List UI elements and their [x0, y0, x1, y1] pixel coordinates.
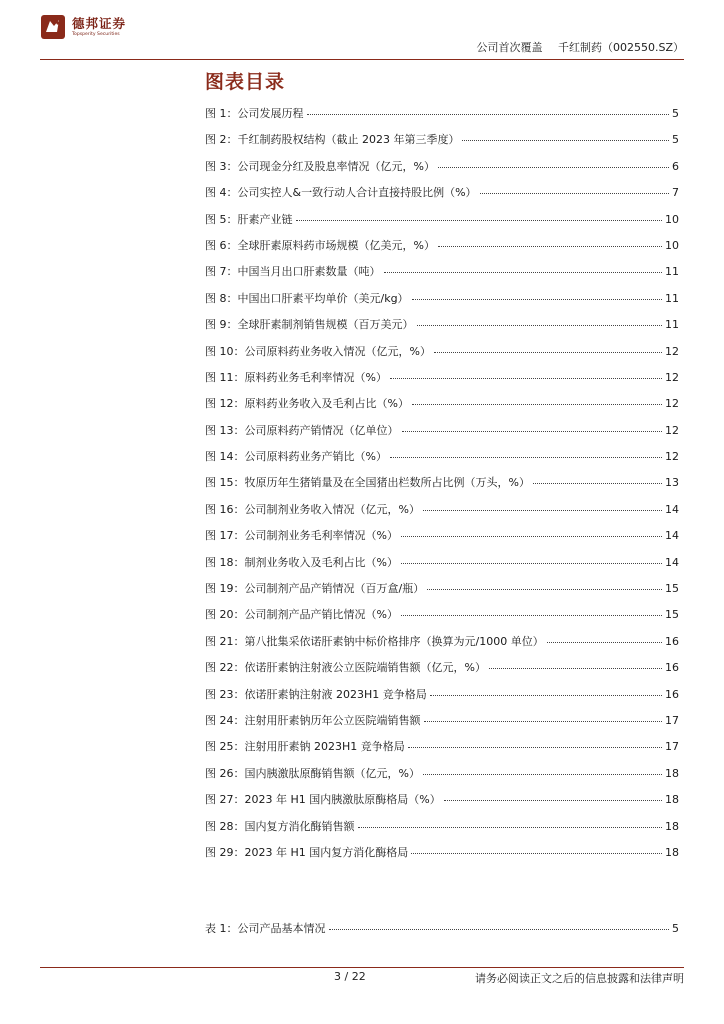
toc-entry-page: 16 [665, 634, 679, 648]
toc-entry[interactable] [205, 343, 679, 369]
toc-entry-page: 18 [665, 819, 679, 833]
toc-entry-label: 图 15：牧原历年生猪销量及在全国猪出栏数所占比例（万头，%） [205, 476, 530, 490]
toc-entry-page: 12 [665, 450, 679, 464]
toc-entry-label: 图 20：公司制剂产品产销比情况（%） [205, 608, 398, 622]
toc-dot-leader [401, 562, 662, 564]
toc-entry[interactable] [205, 791, 679, 817]
toc-entry[interactable] [205, 633, 679, 659]
toc-entry-label: 图 4：公司实控人&一致行动人合计直接持股比例（%） [205, 186, 477, 200]
toc-entry-label: 图 27：2023 年 H1 国内胰激肽原酶格局（%） [205, 793, 441, 807]
toc-entry-page: 18 [665, 793, 679, 807]
toc-dot-leader [424, 720, 663, 722]
toc-entry-label: 图 25：注射用肝素钠 2023H1 竞争格局 [205, 740, 405, 754]
toc-entry-page: 11 [665, 265, 679, 279]
toc-entry[interactable] [205, 738, 679, 764]
toc-entry[interactable] [205, 316, 679, 342]
toc-entry[interactable] [205, 448, 679, 474]
toc-entry-page: 10 [665, 212, 679, 226]
toc-entry-page: 11 [665, 318, 679, 332]
toc-entry-label: 图 8：中国出口肝素平均单价（美元/kg） [205, 291, 409, 305]
toc-entry[interactable] [205, 184, 679, 210]
toc-entry-label: 图 22：依诺肝素钠注射液公立医院端销售额（亿元，%） [205, 661, 486, 675]
toc-entry-label: 图 28：国内复方消化酶销售额 [205, 819, 355, 833]
toc-dot-leader [411, 852, 662, 854]
toc-entry-label: 表 1：公司产品基本情况 [205, 922, 326, 935]
toc-entry[interactable] [205, 422, 679, 448]
toc-entry[interactable] [205, 105, 679, 131]
toc-dot-leader [423, 773, 662, 775]
logo-mark-icon [40, 14, 66, 40]
toc-entry-label: 图 10：公司原料药业务收入情况（亿元，%） [205, 344, 431, 358]
toc-entry-page: 16 [665, 661, 679, 675]
toc-entry[interactable] [205, 263, 679, 289]
toc-dot-leader [423, 509, 662, 511]
toc-entry[interactable] [205, 501, 679, 527]
toc-dot-leader [438, 245, 662, 247]
toc-entry-label: 图 11：原料药业务毛利率情况（%） [205, 370, 387, 384]
toc-entry-label: 图 9：全球肝素制剂销售规模（百万美元） [205, 318, 414, 332]
logo-name-cn: 德邦证券 [72, 15, 127, 31]
toc-dot-leader [489, 667, 662, 669]
toc-entry-page: 5 [672, 133, 679, 147]
toc-dot-leader [444, 799, 662, 801]
toc-entry-label: 图 29：2023 年 H1 国内复方消化酶格局 [205, 845, 409, 859]
toc-title: 图表目录 [205, 71, 286, 93]
toc-entry-page: 18 [665, 766, 679, 780]
toc-entry-page: 17 [665, 740, 679, 754]
toc-entry-label: 图 18：制剂业务收入及毛利占比（%） [205, 555, 398, 569]
toc-entry-page: 12 [665, 397, 679, 411]
page-header [40, 12, 684, 58]
toc-dot-leader [296, 219, 663, 221]
figure-list [205, 105, 679, 870]
toc-dot-leader [390, 377, 662, 379]
toc-dot-leader [401, 614, 662, 616]
toc-entry[interactable] [205, 554, 679, 580]
toc-dot-leader [408, 746, 662, 748]
toc-entry[interactable] [205, 580, 679, 606]
toc-entry-label: 图 13：公司原料药产销情况（亿单位） [205, 423, 399, 437]
toc-entry[interactable] [205, 237, 679, 263]
toc-dot-leader [417, 324, 663, 326]
toc-dot-leader [438, 166, 669, 168]
toc-entry-label: 图 2：千红制药股权结构（截止 2023 年第三季度） [205, 133, 460, 147]
toc-entry[interactable] [205, 474, 679, 500]
toc-entry-page: 15 [665, 582, 679, 596]
toc-entry[interactable] [205, 818, 679, 844]
toc-dot-leader [434, 351, 662, 353]
toc-entry[interactable] [205, 686, 679, 712]
toc-entry-page: 6 [672, 159, 679, 173]
toc-entry-page: 15 [665, 608, 679, 622]
toc-dot-leader [329, 928, 670, 930]
toc-entry-page: 12 [665, 370, 679, 384]
toc-dot-leader [402, 430, 663, 432]
toc-entry-label: 图 21：第八批集采依诺肝素钠中标价格排序（换算为元/1000 单位） [205, 634, 544, 648]
toc-dot-leader [430, 694, 662, 696]
toc-entry-label: 图 16：公司制剂业务收入情况（亿元，%） [205, 502, 420, 516]
toc-entry[interactable] [205, 527, 679, 553]
table-list [205, 920, 679, 946]
toc-dot-leader [547, 641, 662, 643]
toc-entry-page: 14 [665, 529, 679, 543]
toc-entry-label: 图 7：中国当月出口肝素数量（吨） [205, 265, 381, 279]
toc-entry-label: 图 1：公司发展历程 [205, 107, 304, 120]
toc-entry-label: 图 17：公司制剂业务毛利率情况（%） [205, 529, 398, 543]
toc-entry-label: 图 23：依诺肝素钠注射液 2023H1 竞争格局 [205, 687, 427, 701]
toc-entry[interactable] [205, 920, 679, 946]
toc-dot-leader [533, 482, 662, 484]
logo-name-en: Topsperity Securities [72, 31, 120, 37]
toc-entry-page: 14 [665, 555, 679, 569]
toc-entry-page: 12 [665, 344, 679, 358]
page-number: 3 / 22 [334, 970, 366, 983]
toc-entry-page: 16 [665, 687, 679, 701]
toc-entry-page: 13 [665, 476, 679, 490]
toc-entry[interactable] [205, 158, 679, 184]
toc-entry-page: 10 [665, 238, 679, 252]
toc-dot-leader [412, 298, 662, 300]
toc-entry-label: 图 26：国内胰激肽原酶销售额（亿元，%） [205, 766, 420, 780]
toc-entry[interactable] [205, 211, 679, 237]
toc-entry[interactable] [205, 369, 679, 395]
toc-entry[interactable] [205, 395, 679, 421]
toc-entry-label: 图 19：公司制剂产品产销情况（百万盒/瓶） [205, 582, 425, 596]
toc-dot-leader [384, 271, 663, 273]
company-name: 千红制药（002550.SZ） [557, 41, 684, 54]
toc-dot-leader [480, 192, 669, 194]
toc-dot-leader [412, 403, 662, 405]
toc-entry-page: 14 [665, 502, 679, 516]
toc-entry-label: 图 24：注射用肝素钠历年公立医院端销售额 [205, 713, 421, 727]
toc-dot-leader [307, 113, 670, 115]
toc-entry-label: 图 6：全球肝素原料药市场规模（亿美元，%） [205, 238, 435, 252]
report-type: 公司首次覆盖 [476, 41, 543, 54]
legal-disclaimer: 请务必阅读正文之后的信息披露和法律声明 [475, 972, 684, 985]
toc-dot-leader [427, 588, 662, 590]
toc-entry-page: 12 [665, 423, 679, 437]
footer-divider [40, 967, 684, 968]
company-logo [40, 14, 126, 40]
toc-entry[interactable] [205, 659, 679, 685]
report-info [464, 39, 684, 55]
toc-dot-leader [401, 535, 662, 537]
toc-entry-page: 5 [672, 922, 679, 935]
toc-entry[interactable] [205, 290, 679, 316]
header-divider [40, 59, 684, 60]
toc-entry-page: 18 [665, 845, 679, 859]
toc-dot-leader [462, 139, 669, 141]
toc-entry-label: 图 5：肝素产业链 [205, 212, 293, 226]
toc-entry-page: 17 [665, 713, 679, 727]
toc-entry-page: 7 [672, 186, 679, 200]
toc-entry-label: 图 3：公司现金分红及股息率情况（亿元，%） [205, 159, 435, 173]
toc-entry-label: 图 12：原料药业务收入及毛利占比（%） [205, 397, 409, 411]
toc-dot-leader [390, 456, 662, 458]
toc-entry[interactable] [205, 712, 679, 738]
toc-entry[interactable] [205, 606, 679, 632]
toc-entry[interactable] [205, 765, 679, 791]
toc-dot-leader [358, 826, 663, 828]
toc-entry-page: 5 [672, 107, 679, 120]
toc-entry[interactable] [205, 131, 679, 157]
toc-entry[interactable] [205, 844, 679, 870]
toc-entry-label: 图 14：公司原料药业务产销比（%） [205, 450, 387, 464]
toc-entry-page: 11 [665, 291, 679, 305]
